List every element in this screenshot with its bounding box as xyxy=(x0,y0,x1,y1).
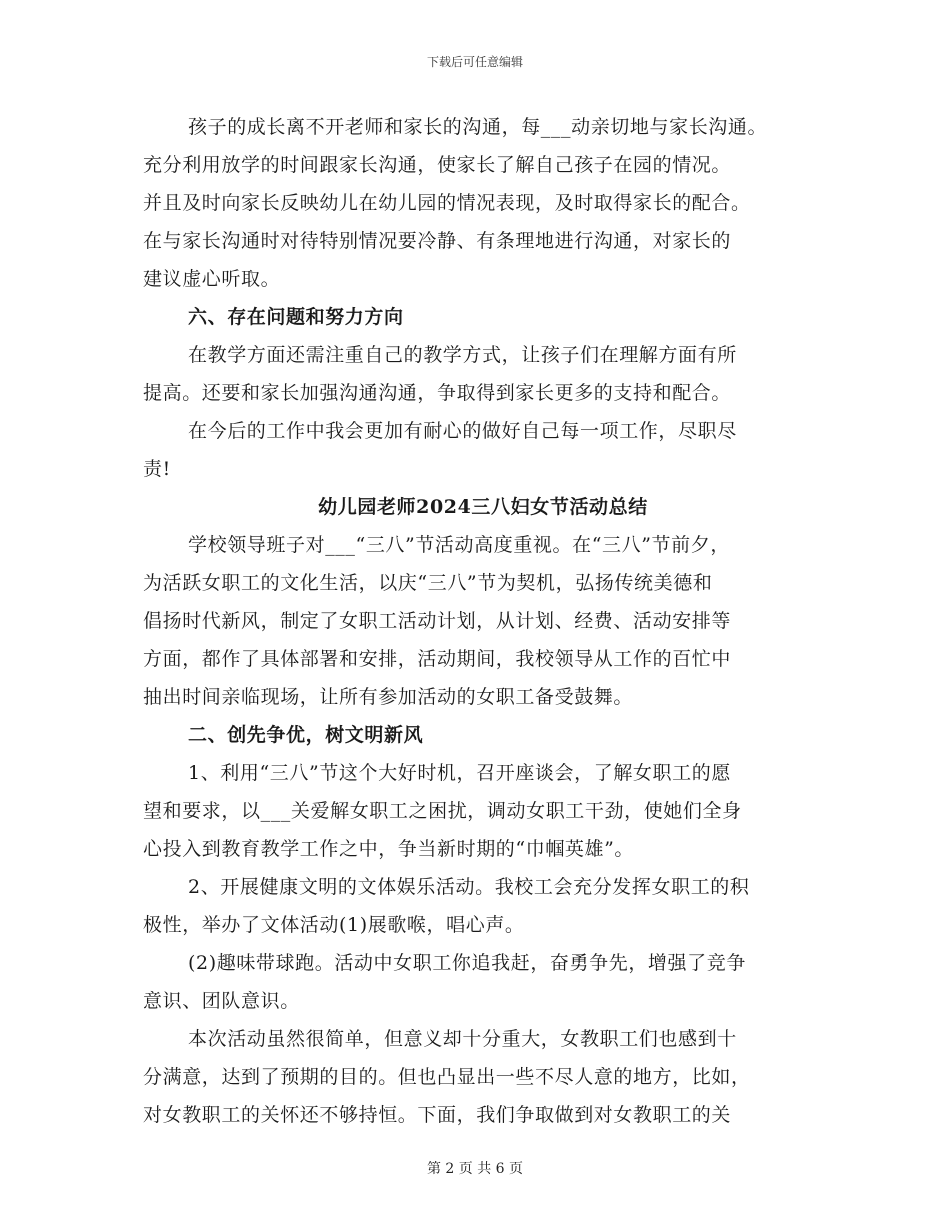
text-line: 责! xyxy=(143,458,171,480)
document-body xyxy=(143,108,823,1134)
section-heading: 二、创先争优，树文明新风 xyxy=(188,724,424,746)
text-line: 极性，举办了文体活动(1)展歌喉，唱心声。 xyxy=(143,914,525,936)
text-line: 孩子的成长离不开老师和家长的沟通，每___动亲切地与家长沟通。 xyxy=(188,116,768,138)
text-line: 为活跃女职工的文化生活，以庆“三八”节为契机，弘扬传统美德和 xyxy=(143,572,713,594)
page-header: 下载后可任意编辑 xyxy=(426,55,523,69)
text-line: 在教学方面还需注重自己的教学方式，让孩子们在理解方面有所 xyxy=(188,344,737,366)
text-line: 学校领导班子对___“三八”节活动高度重视。在“三八”节前夕， xyxy=(188,534,730,556)
text-line: 建议虚心听取。 xyxy=(143,268,281,290)
section-heading: 六、存在问题和努力方向 xyxy=(188,306,404,328)
text-line: 本次活动虽然很简单，但意义却十分重大，女教职工们也感到十 xyxy=(188,1028,737,1050)
text-line: 提高。还要和家长加强沟通沟通，争取得到家长更多的支持和配合。 xyxy=(143,382,732,404)
text-line: 倡扬时代新风，制定了女职工活动计划，从计划、经费、活动安排等 xyxy=(143,610,732,632)
text-line: 在今后的工作中我会更加有耐心的做好自己每一项工作，尽职尽 xyxy=(188,420,737,442)
text-line: 意识、团队意识。 xyxy=(143,990,300,1012)
text-line: 在与家长沟通时对待特别情况要冷静、有条理地进行沟通，对家长的 xyxy=(143,230,732,252)
section-title: 幼儿园老师2024三八妇女节活动总结 xyxy=(318,496,648,518)
text-line: 抽出时间亲临现场，让所有参加活动的女职工备受鼓舞。 xyxy=(143,686,634,708)
text-line: 并且及时向家长反映幼儿在幼儿园的情况表现，及时取得家长的配合。 xyxy=(143,192,751,214)
page-footer: 第 2 页 共 6 页 xyxy=(426,1161,524,1177)
text-line: 心投入到教育教学工作之中，争当新时期的“巾帼英雄”。 xyxy=(143,838,635,860)
text-line: 对女教职工的关怀还不够持恒。下面，我们争取做到对女教职工的关 xyxy=(143,1104,732,1126)
text-line: (2)趣味带球跑。活动中女职工你追我赶，奋勇争先，增强了竞争 xyxy=(188,952,746,974)
text-line: 1、利用“三八”节这个大好时机，召开座谈会，了解女职工的愿 xyxy=(188,762,731,784)
text-line: 望和要求，以___关爱解女职工之困扰，调动女职工干劲，使她们全身 xyxy=(143,800,742,822)
text-line: 方面，都作了具体部署和安排，活动期间，我校领导从工作的百忙中 xyxy=(143,648,732,670)
text-line: 充分利用放学的时间跟家长沟通，使家长了解自己孩子在园的情况。 xyxy=(143,154,732,176)
text-line: 2、开展健康文明的文体娱乐活动。我校工会充分发挥女职工的积 xyxy=(188,876,750,898)
text-line: 分满意，达到了预期的目的。但也凸显出一些不尽人意的地方，比如， xyxy=(143,1066,751,1088)
